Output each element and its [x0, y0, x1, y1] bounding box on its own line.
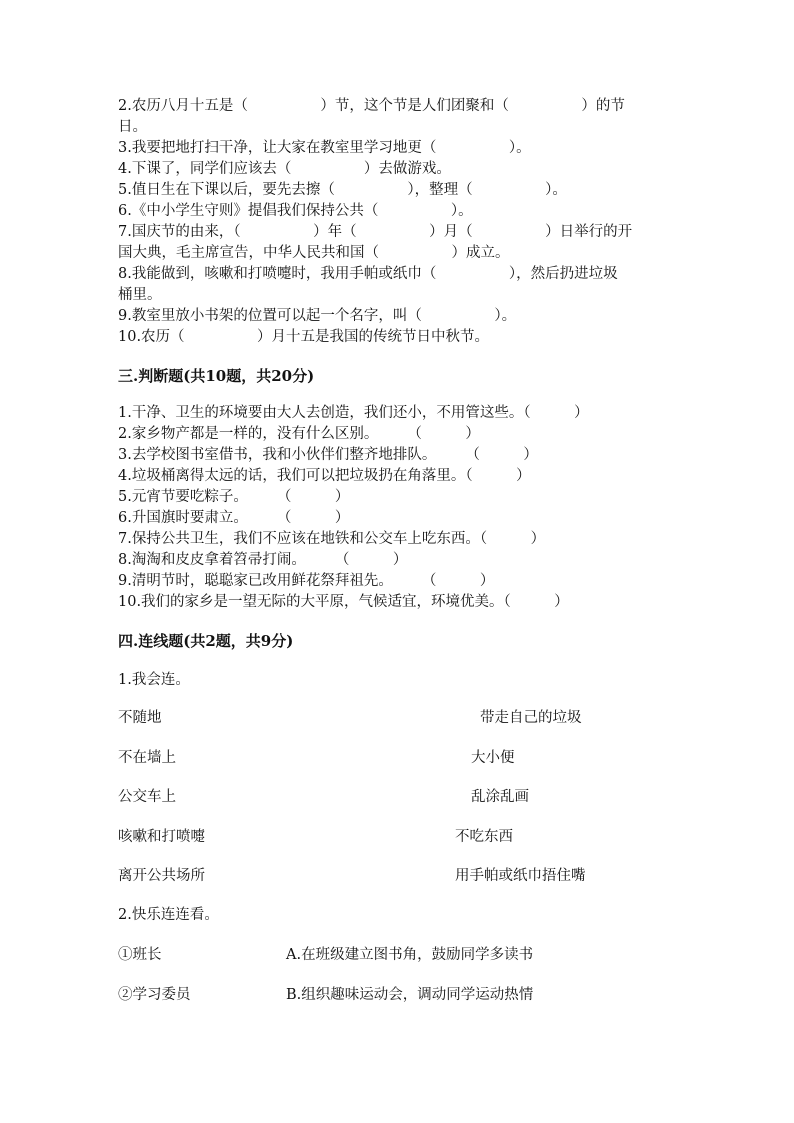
- fill-blank-line: 6.《中小学生守则》提倡我们保持公共（ ）。: [118, 203, 473, 219]
- fill-blank-line: 桶里。: [118, 287, 162, 303]
- fill-blank-line: 9.教室里放小书架的位置可以起一个名字，叫（ ）。: [118, 308, 517, 324]
- matching-right-item: 用手帕或纸巾捂住嘴: [455, 868, 586, 884]
- fill-blank-line: 5.值日生在下课以后，要先去擦（ ），整理（ ）。: [118, 182, 567, 198]
- fill-blank-line: 3.我要把地打扫干净，让大家在教室里学习地更（ ）。: [118, 140, 531, 156]
- fill-blank-line: 国大典，毛主席宣告，中华人民共和国（ ）成立。: [118, 245, 510, 261]
- judgement-item: 4.垃圾桶离得太远的话，我们可以把垃圾扔在角落里。（ ）: [118, 468, 531, 484]
- judgement-item: 1.干净、卫生的环境要由大人去创造，我们还小，不用管这些。（ ）: [118, 405, 589, 421]
- matching-right-item: A.在班级建立图书角，鼓励同学多读书: [286, 947, 534, 963]
- judgement-item: 8.淘淘和皮皮拿着笤帚打闹。 （ ）: [118, 552, 408, 568]
- judgement-item: 10.我们的家乡是一望无际的大平原，气候适宜，环境优美。（ ）: [118, 594, 569, 610]
- judgement-item: 6.升国旗时要肃立。 （ ）: [118, 510, 350, 526]
- matching-left-item: 不在墙上: [118, 750, 176, 766]
- matching-left-item: ②学习委员: [118, 987, 191, 1003]
- judgement-item: 7.保持公共卫生，我们不应该在地铁和公交车上吃东西。（ ）: [118, 531, 546, 547]
- matching-left-item: 咳嗽和打喷嚏: [118, 829, 205, 845]
- matching-right-item: 乱涂乱画: [471, 789, 529, 805]
- fill-blank-line: 7.国庆节的由来，（ ）年（ ）月（ ）日举行的开: [118, 224, 633, 240]
- judgement-item: 5.元宵节要吃粽子。 （ ）: [118, 489, 350, 505]
- matching-right-item: B.组织趣味运动会，调动同学运动热情: [286, 987, 534, 1003]
- matching-right-item: 不吃东西: [455, 829, 513, 845]
- fill-blank-line: 10.农历（ ）月十五是我国的传统节日中秋节。: [118, 329, 490, 345]
- section-heading-matching: 四.连线题(共2题，共9分): [118, 632, 294, 650]
- fill-blank-line: 2.农历八月十五是（ ）节，这个节是人们团聚和（ ）的节: [118, 98, 625, 114]
- matching-left-item: 不随地: [118, 710, 162, 726]
- matching-right-item: 大小便: [471, 750, 515, 766]
- judgement-item: 9.清明节时，聪聪家已改用鲜花祭拜祖先。 （ ）: [118, 573, 495, 589]
- matching-q1-title: 1.我会连。: [118, 672, 190, 688]
- fill-blank-line: 日。: [118, 119, 147, 135]
- fill-blank-line: 8.我能做到，咳嗽和打喷嚏时，我用手帕或纸巾（ ），然后扔进垃圾: [118, 266, 618, 282]
- matching-right-item: 带走自己的垃圾: [480, 710, 582, 726]
- judgement-item: 2.家乡物产都是一样的，没有什么区别。 （ ）: [118, 426, 480, 442]
- matching-left-item: 公交车上: [118, 789, 176, 805]
- matching-left-item: 离开公共场所: [118, 868, 205, 884]
- section-heading-judgement: 三.判断题(共10题，共20分): [118, 367, 315, 385]
- fill-blank-line: 4.下课了，同学们应该去（ ）去做游戏。: [118, 161, 451, 177]
- matching-q2-title: 2.快乐连连看。: [118, 907, 219, 923]
- judgement-item: 3.去学校图书室借书，我和小伙伴们整齐地排队。 （ ）: [118, 447, 538, 463]
- matching-left-item: ①班长: [118, 947, 162, 963]
